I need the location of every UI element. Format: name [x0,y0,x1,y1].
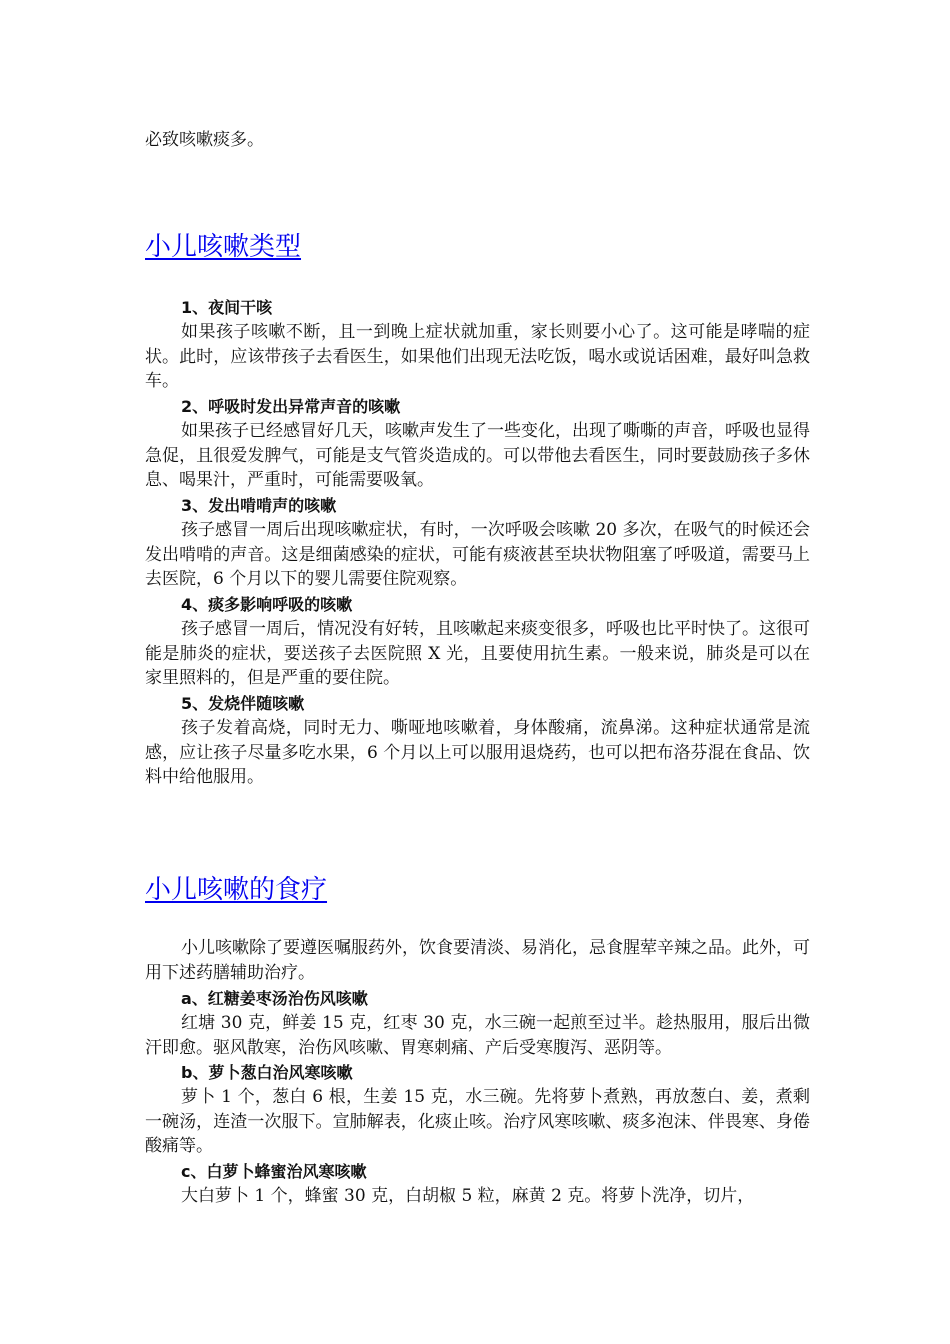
item-heading: 2、呼吸时发出异常声音的咳嗽 [181,397,401,416]
item-heading: 1、夜间干咳 [181,298,273,317]
diet-intro-text: 小儿咳嗽除了要遵医嘱服药外，饮食要清淡、易消化，忌食腥荤辛辣之品。此外，可用下述药膳辅助治疗。 [145,938,810,983]
item-heading: b、萝卜葱白治风寒咳嗽 [181,1063,353,1082]
section-title-cough-types[interactable]: 小儿咳嗽类型 [145,232,302,262]
item-body: 大白萝卜 1 个，蜂蜜 30 克，白胡椒 5 粒，麻黄 2 克。将萝卜洗净，切片， [181,1186,755,1206]
item-heading: 3、发出啃啃声的咳嗽 [181,496,337,515]
item-heading: c、白萝卜蜂蜜治风寒咳嗽 [181,1162,367,1181]
item-body: 孩子感冒一周后出现咳嗽症状，有时，一次呼吸会咳嗽 20 多次，在吸气的时候还会发出啃啃的声音。这是细菌感染的症状，可能有痰液甚至块状物阻塞了呼吸道，需要马上去医院，6 个月以下的婴儿需要住院观察。 [145,520,810,589]
section-title-diet-therapy[interactable]: 小儿咳嗽的食疗 [145,875,328,905]
item-body: 如果孩子咳嗽不断，且一到晚上症状就加重，家长则要小心了。这可能是哮喘的症状。此时，应该带孩子去看医生，如果他们出现无法吃饭，喝水或说话困难，最好叫急救车。 [145,322,810,391]
item-body: 如果孩子已经感冒好几天，咳嗽声发生了一些变化，出现了嘶嘶的声音，呼吸也显得急促，且很爱发脾气，可能是支气管炎造成的。可以带他去看医生，同时要鼓励孩子多休息、喝果汁，严重时，可能需要吸氧。 [145,421,810,490]
intro-tail-text: 必致咳嗽痰多。 [145,130,264,150]
item-body: 萝卜 1 个，葱白 6 根，生姜 15 克，水三碗。先将萝卜煮熟，再放葱白、姜，煮剩一碗汤，连渣一次服下。宣肺解表，化痰止咳。治疗风寒咳嗽、痰多泡沫、伴畏寒、身倦酸痛等。 [145,1087,810,1156]
item-heading: 5、发烧伴随咳嗽 [181,694,305,713]
item-heading: 4、痰多影响呼吸的咳嗽 [181,595,353,614]
item-body: 孩子感冒一周后，情况没有好转，且咳嗽起来痰变很多，呼吸也比平时快了。这很可能是肺炎的症状，要送孩子去医院照 X 光，且要使用抗生素。一般来说，肺炎是可以在家里照料的，但是严重的要住院。 [145,619,810,688]
item-heading: a、红糖姜枣汤治伤风咳嗽 [181,989,368,1008]
item-body: 孩子发着高烧，同时无力、嘶哑地咳嗽着，身体酸痛，流鼻涕。这种症状通常是流感，应让孩子尽量多吃水果，6 个月以上可以服用退烧药，也可以把布洛芬混在食品、饮料中给他服用。 [145,718,810,787]
item-body: 红塘 30 克，鲜姜 15 克，红枣 30 克，水三碗一起煎至过半。趁热服用，服后出微汗即愈。驱风散寒，治伤风咳嗽、胃寒刺痛、产后受寒腹泻、恶阴等。 [145,1013,810,1058]
